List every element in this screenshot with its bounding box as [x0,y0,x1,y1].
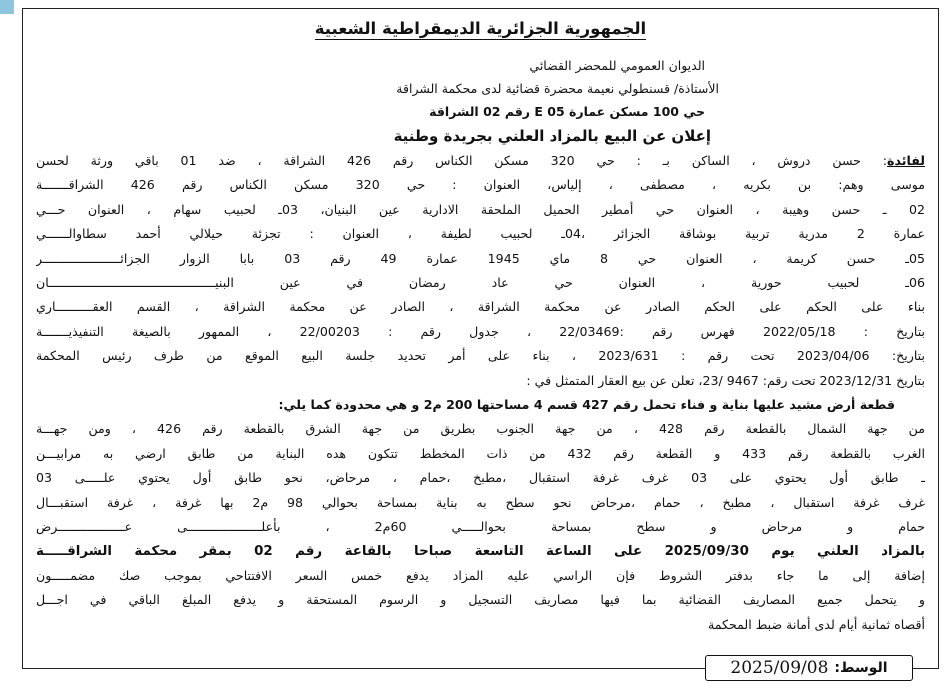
body-line-8: بتاريخ : 2022/05/18 فهرس رقم :22/03469 ، جدول رقم : 22/00203 ، الممهور بالصيغة التنفيذيـــــــة [36,323,925,339]
body-line-2: موسى وهم: بن بكريه ، مصطفى ، إلياس، العنوان : حي 320 مسكن الكناس رقم 426 الشراقـــــــة [36,177,925,193]
office-line-3: حي 100 مسكن عمارة E 05 رقم 02 الشراقة [429,104,705,119]
body-line-1: لفائدة: حسن دروش ، الساكن بـ : حي 320 مسكن الكناس رقم 426 الشراقة ، ضد 01 باقي ورثة لحسن [36,153,925,168]
body-line-10: بتاريخ 2023/12/31 تحت رقم: 9467 /23، تعلن عن بيع العقار المتمثل في : [526,372,925,388]
body-line-19: و يتحمل جميع المصاريف القضائية بما فيها مصاريف التسجيل و الرسوم المستحقة و يدفع المبلغ الباقي في اجـــل [36,592,925,608]
publication-name: الوسط: [834,660,888,676]
body-line-16: حمام و مرحاض و سطح بمساحة بحوالـــــي 60م2 ، بأعلــــــــــــــــــــى عــــــــــــــــــرض [36,519,925,535]
office-line-2: الأستاذة/ قسنطولي نعيمة محضرة قضائية لدى محكمة الشراقة [396,81,719,96]
republic-title: الجمهورية الجزائرية الديمقراطية الشعبية [314,19,647,38]
body-line-12: من جهة الشمال بالقطعة رقم 428 ، من جهة الجنوب بطريق من جهة الشرق بالقطعة رقم 426 ، ومن جهـــة [36,421,925,437]
publication-date: 2025/09/08 [730,658,829,678]
notice-body [32,149,929,637]
body-line-11: قطعة أرض مشيد عليها بناية و فناء تحمل رقم 427 قسم 4 مساحتها 200 م2 و هي محدودة كما يلي: [278,397,895,413]
body-line-20: أقصاه ثمانية أيام لدى أمانة ضبط المحكمة [707,616,925,632]
bailiff-office-header [32,54,719,123]
body-line-14: ـ طابق أول يحتوي على 03 غرف غرفة استقبال ،مطبخ ،حمام ، مرحاض، نحو طابق أول يحتوي علـــــى 03 [36,470,925,486]
body-line-7: بناء على الحكم على الحكم الصادر عن محكمة الشراقة ، الصادر عن محكمة الشراقة ، القسم العقــــــــــاري [36,299,925,315]
auction-date-line: بالمزاد العلني يوم 2025/09/30 على الساعة التاسعة صباحا بالقاعة رقم 02 بمقر محكمة الشراقـــــة [36,543,925,559]
body-line-6: 06ـ لحبيب حورية ، العنوان حي عاد رمضان في عين البنيـــــــــــــــــــــــــــــــــــــــــــــان [36,275,925,291]
office-line-1: الديوان العمومي للمحضر القضائي [529,58,705,73]
corner-stripe [0,0,14,14]
body-line-4: عمارة 2 مدرية تربية بوشاقة الجزائر ،04ـ لحبيب لطيفة ، العنوان : تجزئة حيلالي أحمد سطاوالــــــي [36,226,925,242]
body-line-15: غرف غرفة استقبال ، مطبخ ، حمام ،مرحاض نحو سطح به بناية بمساحة بحوالي 98 م2 بها غرفة ، غرفة استقبـــال [36,494,925,510]
auction-notice [32,18,929,637]
body-line-9: بتاريخ: 2023/04/06 تحت رقم : 2023/631 ، بناء على أمر تحديد جلسة البيع الموقع من طرف رئيس المحكمة [36,348,925,364]
lead-word: لفائدة [887,153,925,168]
body-line-18: إضافة إلى ما جاء بدفتر الشروط فإن الراسي عليه المزاد يدفع خمس السعر الافتتاحي بموجب صك مضمـــــون [36,567,925,583]
notice-title: إعلان عن البيع بالمزاد العلني بجريدة وطنية [393,127,711,145]
body-line-5: 05ـ حسن كريمة ، العنوان حي 8 ماي 1945 عمارة 49 رقم 03 بابا الزوار الجزائـــــــــــــــــــــر [36,250,925,266]
body-line-13: الغرب بالقطعة رقم 433 و القطعة رقم 432 من ذات المخطط تتكون هده البناية من طابق ارضي به مرابيـــن [36,445,925,461]
body-line-3: 02 ـ حسن وهيبة ، العنوان حي أمطير الحميل الملحقة الادارية عين البنيان، 03ـ لحبيب سهام ، العنوان حـــي [36,201,925,217]
publication-stamp [705,655,913,681]
